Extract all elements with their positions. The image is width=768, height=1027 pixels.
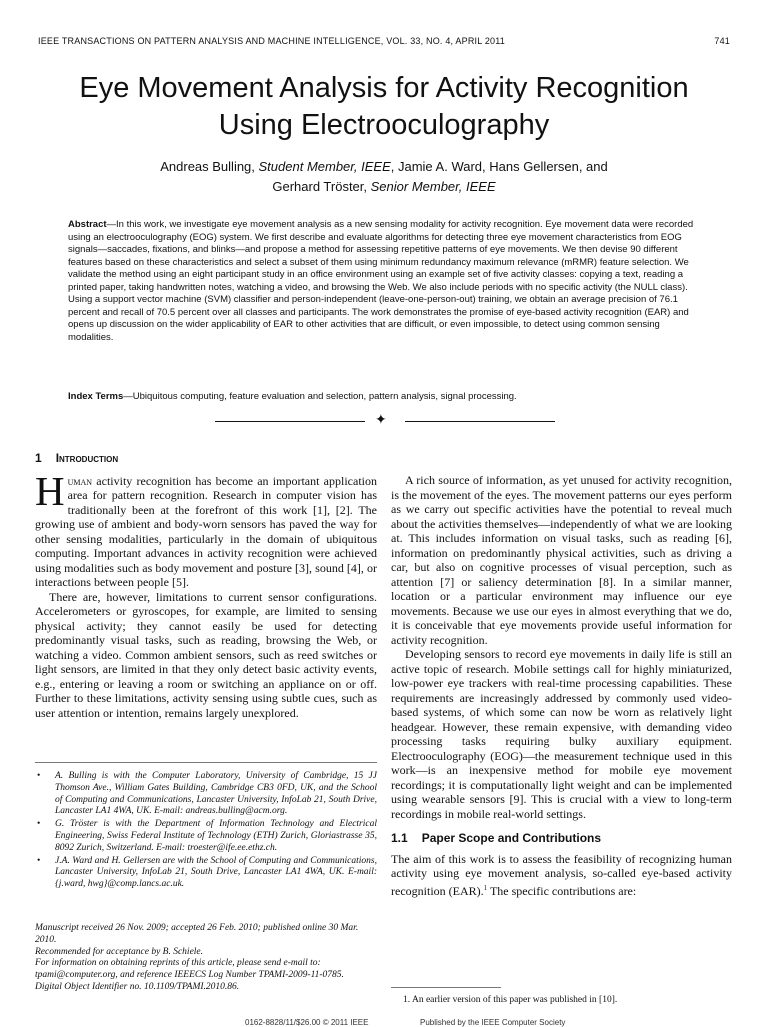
divider-line-right xyxy=(405,421,555,422)
divider-line-left xyxy=(215,421,365,422)
footnote-text: J.A. Ward and H. Gellersen are with the School of Computing and Communications, Lancaster University, InfoLab 21, South Drive, Lancaster LA1 4WA, UK. E-mail: {j.ward, hwg}@comp.lancs.ac.uk. xyxy=(55,855,377,890)
abstract-text: —In this work, we investigate eye movement analysis as a new sensing modality for activity recognition. Eye movement data were recorded using an electrooculography (EOG) system. We first describe and evaluate algorithms for detecting three eye movement characteristics from EOG signals—saccades, fixations, and blinks—and propose a method for assessing repetitive patterns of eye movements. We then devise 90 different features based on these characteristics and select a subset of them using minimum redundancy maximum relevance (mRMR) feature selection. We validate the method using an eight participant study in an office environment using an example set of five activity classes: copying a text, reading a printed paper, taking handwritten notes, watching a video, and browsing the Web. We also include periods with no specific activity (the NULL class). Using a support vector machine (SVM) classifier and person-independent (leave-one-person-out) training, we obtain an average precision of 76.1 percent and recall of 70.5 percent over all classes and participants. The work demonstrates the promise of eye-based activity recognition (EAR) and opens up discussion on the wider applicability of EAR to other activities that are difficult, or even impossible, to detect using common sensing modalities. xyxy=(68,219,694,343)
section-divider xyxy=(215,413,555,429)
abstract-label: Abstract xyxy=(68,219,107,230)
title-line-2: Using Electrooculography xyxy=(218,109,550,141)
intro-paragraph-2: There are, however, limitations to current sensor configurations. Accelerometers or gyroscopes, for example, are limited to sensing physical activity; they cannot easily be used for detecting predominantly visual tasks, such as reading, browsing the Web, or watching a video. Common ambient sensors, such as reed switches or light sensors, are limited in that they only detect basic activity events, e.g., entering or leaving a room or switching an appliance on or off. Further to these limitations, activity sensing using subtle cues, such as user attention or intention, remains largely unexplored. xyxy=(35,589,377,720)
manuscript-info xyxy=(35,923,377,994)
subsection-paragraph xyxy=(391,852,732,899)
intro-paragraph-1 xyxy=(35,467,377,590)
paragraph-text: The specific contributions are: xyxy=(487,883,637,898)
author-name: Andreas Bulling, xyxy=(160,159,259,174)
bullet-icon: • xyxy=(37,819,41,830)
page-number: 741 xyxy=(714,36,730,46)
author-names: , Jamie A. Ward, Hans Gellersen, and xyxy=(390,159,608,174)
manuscript-dates: Manuscript received 26 Nov. 2009; accepted 26 Feb. 2010; published online 30 Mar. 2010. xyxy=(35,923,359,945)
footnote-item xyxy=(35,771,377,818)
right-column xyxy=(391,473,732,898)
column-footnote: 1. An earlier version of this paper was published in [10]. xyxy=(403,995,618,1005)
title-line-1: Eye Movement Analysis for Activity Recognition xyxy=(79,72,689,104)
bullet-icon: • xyxy=(37,855,41,866)
footnote-item xyxy=(35,856,377,891)
index-terms xyxy=(68,391,702,404)
publisher-line: Published by the IEEE Computer Society xyxy=(420,1018,566,1027)
author-role: Senior Member, IEEE xyxy=(370,179,496,194)
section-number: 1 xyxy=(35,451,42,465)
index-terms-text: —Ubiquitous computing, feature evaluation and selection, pattern analysis, signal processing. xyxy=(123,391,517,402)
paragraph-text: The aim of this work is to assess the feasibility of recognizing human activity using eye movement analysis, so-called eye-based activity recognition (EAR). xyxy=(391,851,732,898)
bullet-icon: • xyxy=(37,771,41,781)
author-name: Gerhard Tröster, xyxy=(272,179,371,194)
footnote-marker: 1 xyxy=(483,883,488,892)
author-footnotes xyxy=(35,771,377,892)
section-title: Introduction xyxy=(55,451,119,465)
intro-paragraph-4: Developing sensors to record eye movements in daily life is still an active topic of research. Mobile settings call for highly miniaturized, low-power eye trackers with real-time processing capabilities. These requirements are increasingly addressed by commonly used video-based systems, of which some can now be worn as relatively light headgear. However, these remain expensive, with demanding video processing tasks requiring bulky auxiliary equipment. Electrooculography (EOG)—the measurement technique used in this work—is an inexpensive method for mobile eye movement recordings; it is computationally light weight and can be implemented using wearable sensors [9]. This is crucial with a view to long-term recordings in mobile real-world settings. xyxy=(391,647,732,821)
paragraph-text: activity recognition has become an important application area for pattern recognition. Research in computer vision has traditionally been at the forefront of this work [1], [2]. The growing use of ambient and body-worn sensors has paved the way for other sensing modalities, particularly in the domain of ubiquitous computing. Important advances in activity recognition were achieved using modalities such as body movement and posture [3], sound [4], or interactions between people [5]. xyxy=(35,473,377,589)
subsection-number: 1.1 xyxy=(391,831,408,845)
divider-star-icon: ✦ xyxy=(375,412,387,428)
manuscript-reprints: For information on obtaining reprints of this article, please send e-mail to: tpami@computer.org, and reference IEEECS Log Number TPAMI-2009-11-0785. xyxy=(35,958,344,981)
manuscript-editor: Recommended for acceptance by B. Schiele. xyxy=(35,946,204,957)
index-terms-label: Index Terms xyxy=(68,391,124,402)
author-line-2 xyxy=(60,177,708,197)
footnote-rule xyxy=(391,987,501,988)
first-word: uman xyxy=(67,473,93,488)
intro-paragraph-3: A rich source of information, as yet unused for activity recognition, is the movement of the eyes. The movement patterns our eyes perform as we carry out specific activities have the potential to reveal much about the activities themselves—independently of what we are looking at. This includes information on visual tasks, such as reading [6], information on predominantly physical activities, such as driving a car, but also on cognitive processes of visual perception, such as attention [7] or saliency determination [8]. In a similar manner, location or a particular environment may influence our eye movements. Because we use our eyes in almost everything that we do, it is conceivable that eye movements provide useful information for activity recognition. xyxy=(391,473,732,647)
paper-title xyxy=(20,70,748,144)
footnote-rule xyxy=(35,762,377,763)
section-heading xyxy=(35,451,377,466)
left-column xyxy=(35,451,377,720)
issn-line: 0162-8828/11/$26.00 © 2011 IEEE xyxy=(245,1018,369,1027)
subsection-heading xyxy=(391,831,732,846)
footnote-text: G. Tröster is with the Department of Information Technology and Electrical Engineering, Swiss Federal Institute of Technology (ETH) Zurich, Gloriastrasse 35, 8092 Zurich, Switzerland. E-mail: troester@ife.ee.ethz.ch. xyxy=(55,819,377,853)
author-role: Student Member, IEEE xyxy=(258,159,391,174)
footnote-item xyxy=(35,819,377,854)
footnote-text: A. Bulling is with the Computer Laboratory, University of Cambridge, 15 JJ Thomson Ave., William Gates Building, Cambridge CB3 0FD, UK, and the School of Computing and Communications, Lancaster University, InfoLab 21, South Drive, Lancaster LA1 4WA, UK. E-mail: andreas.bulling@acm.org. xyxy=(55,771,377,817)
dropcap: H xyxy=(35,467,65,514)
author-line-1 xyxy=(60,157,708,177)
author-list xyxy=(60,157,708,197)
running-header xyxy=(38,36,730,46)
journal-name: IEEE TRANSACTIONS ON PATTERN ANALYSIS AND MACHINE INTELLIGENCE, VOL. 33, NO. 4, APRIL 2011 xyxy=(38,36,505,46)
manuscript-doi: Digital Object Identifier no. 10.1109/TPAMI.2010.86. xyxy=(35,981,240,992)
subsection-title: Paper Scope and Contributions xyxy=(421,831,602,845)
abstract xyxy=(68,219,702,344)
